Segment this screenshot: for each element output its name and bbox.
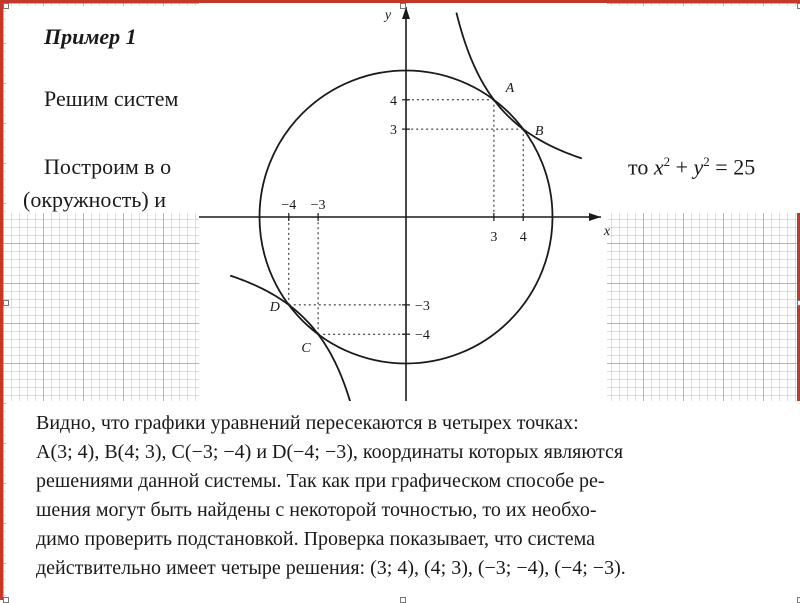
paragraph-line: Видно, что графики уравнений пересекаются в четырех точках: xyxy=(36,412,579,434)
hyperbola-branch-negative xyxy=(230,276,355,422)
paragraph-line: решениями данной системы. Так как при графическом способе ре- xyxy=(36,470,605,492)
y-tick-label: −3 xyxy=(415,298,430,314)
x-axis-arrow xyxy=(589,213,601,221)
y-axis-label: y xyxy=(384,8,392,23)
point-label-A: A xyxy=(505,80,515,96)
point-label-D: D xyxy=(269,299,280,315)
x-tick-label: 4 xyxy=(519,230,527,245)
x-tick-label: 3 xyxy=(490,230,498,245)
example-heading: Пример 1 xyxy=(44,24,137,49)
text-line-2: Построим в о xyxy=(44,154,172,179)
explanation-area xyxy=(6,401,800,600)
selection-handle-bottom-center[interactable] xyxy=(400,597,406,603)
selection-handle-top-center[interactable] xyxy=(400,3,406,9)
explanation-paragraph xyxy=(36,409,781,583)
text-line-1: Решим систем xyxy=(44,86,179,111)
equation-fragment: то $x^2 + y^2 = 25$ xyxy=(628,154,756,180)
graph-plot xyxy=(199,7,611,421)
paragraph-line: действительно имеет четыре решения: (3; 4), (4; 3), (−3; −4), (−4; −3). xyxy=(36,557,626,579)
paragraph-line: димо проверить подстановкой. Проверка показывает, что система xyxy=(36,528,596,550)
x-tick-label: −3 xyxy=(310,198,326,213)
paragraph-line: A(3; 4), B(4; 3), C(−3; −4) и D(−4; −3), координаты которых являются xyxy=(36,441,624,463)
y-tick-label: 3 xyxy=(390,123,397,139)
selection-handle-bottom-left[interactable] xyxy=(3,597,9,603)
x-tick-label: −4 xyxy=(281,198,297,213)
y-tick-label: −4 xyxy=(415,328,430,344)
point-label-C: C xyxy=(301,341,311,357)
point-label-B: B xyxy=(534,124,544,140)
hyperbola-branch-positive xyxy=(456,13,581,159)
x-axis-label: x xyxy=(603,224,611,239)
paragraph-line: шения могут быть найдены с некоторой точностью, то их необхо- xyxy=(36,499,597,521)
selection-handle-middle-left[interactable] xyxy=(3,300,9,306)
text-line-3: (окружность) и xyxy=(23,187,166,212)
y-tick-label: 4 xyxy=(390,93,397,109)
selection-handle-top-left[interactable] xyxy=(3,3,9,9)
